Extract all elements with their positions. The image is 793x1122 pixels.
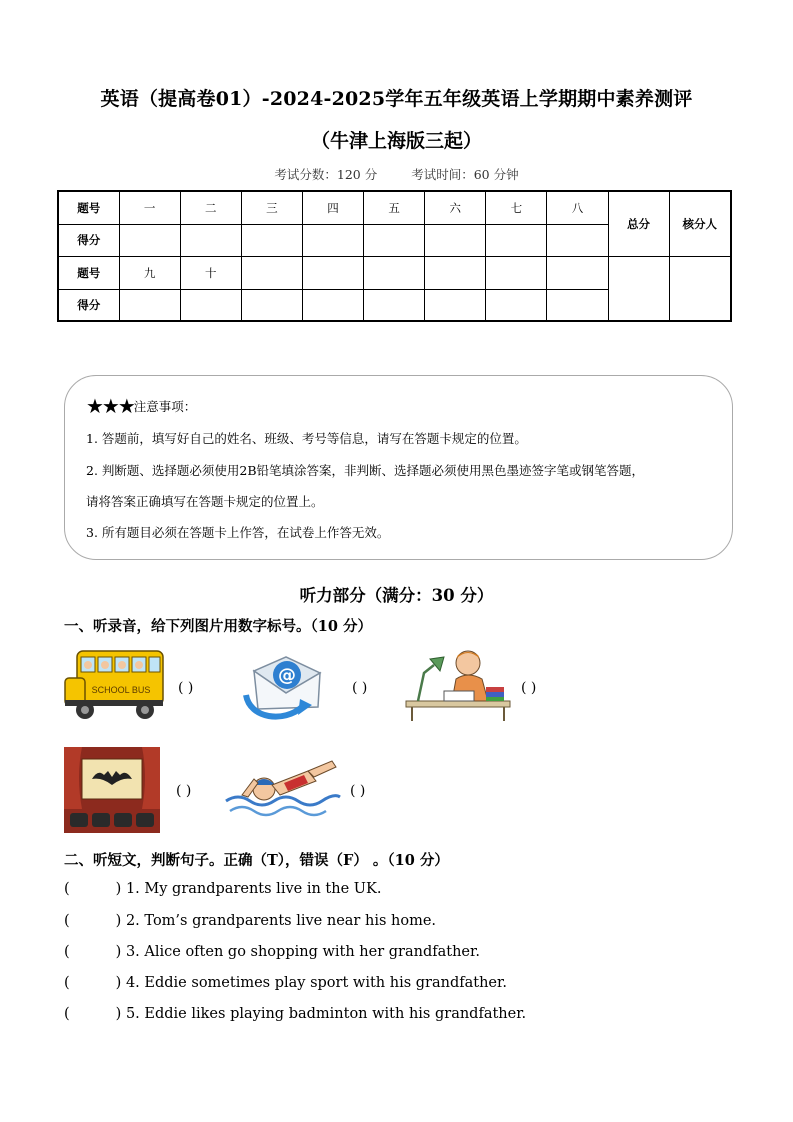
question-number: 四 (302, 191, 363, 224)
score-cell (425, 224, 486, 256)
table-row (58, 256, 731, 289)
question-number: 八 (547, 191, 608, 224)
answer-blank[interactable]: ( ) (64, 913, 122, 929)
answer-blank[interactable]: ( ) (64, 975, 122, 991)
exam-title: 英语（提高卷01）-2024-2025学年五年级英语上学期期中素养测评 (100, 88, 693, 110)
score-cell (241, 224, 302, 256)
answer-blank[interactable]: ( ) (64, 1006, 122, 1022)
question-number: 九 (119, 256, 180, 289)
empty-cell (241, 256, 302, 289)
at-sign-icon: @ (278, 665, 296, 686)
notice-item: 请将答案正确填写在答题卡规定的位置上。 (86, 494, 324, 509)
statement-row (64, 881, 381, 897)
question-number: 一 (119, 191, 180, 224)
statement-row (64, 944, 480, 960)
question-number: 二 (180, 191, 241, 224)
question-number: 十 (180, 256, 241, 289)
notice-item: 2. 判断题、选择题必须使用2B铅笔填涂答案，非判断、选择题必须使用黑色墨迹签字笔或钢笔答题， (86, 463, 645, 478)
notice-item: 1. 答题前，填写好自己的姓名、班级、考号等信息，请写在答题卡规定的位置。 (86, 431, 527, 446)
answer-blank[interactable]: ( ) (178, 680, 194, 696)
score-cell (119, 224, 180, 256)
star-icons: ★★★ (86, 394, 134, 418)
notice-title-text: 注意事项： (133, 399, 197, 414)
total-score-label: 总分 (608, 191, 669, 256)
row-label: 题号 (58, 191, 119, 224)
bus-sign: SCHOOL BUS (91, 685, 151, 695)
score-cell (425, 289, 486, 321)
score-cell (486, 224, 547, 256)
score-cell (241, 289, 302, 321)
answer-blank[interactable]: ( ) (64, 881, 122, 897)
question-number: 七 (486, 191, 547, 224)
empty-cell (486, 256, 547, 289)
score-cell (364, 224, 425, 256)
answer-blank[interactable]: ( ) (521, 680, 537, 696)
notice-title (86, 394, 196, 418)
statement-text: 1. My grandparents live in the UK. (125, 881, 382, 897)
answer-blank[interactable]: ( ) (176, 783, 192, 799)
row-label: 得分 (58, 289, 119, 321)
table-row (58, 191, 731, 224)
statement-text: 2. Tom’s grandparents live near his home. (125, 913, 437, 929)
statement-row (64, 913, 436, 929)
score-table (57, 190, 732, 322)
score-cell (486, 289, 547, 321)
answer-blank[interactable]: ( ) (352, 680, 368, 696)
score-cell (180, 289, 241, 321)
part2-title: 二、听短文，判断句子。正确（T），错误（F） 。（10 分） (64, 852, 449, 869)
statement-text: 3. Alice often go shopping with her grandfather. (125, 944, 480, 960)
empty-cell (302, 256, 363, 289)
answer-blank[interactable]: ( ) (64, 944, 122, 960)
score-cell (547, 224, 608, 256)
score-cell (364, 289, 425, 321)
empty-cell (547, 256, 608, 289)
question-number: 三 (241, 191, 302, 224)
total-score-cell (608, 256, 669, 321)
email-picture (240, 651, 330, 723)
empty-cell (425, 256, 486, 289)
empty-cell (364, 256, 425, 289)
question-number: 六 (425, 191, 486, 224)
statement-row (64, 975, 507, 991)
exam-subtitle: （牛津上海版三起） (310, 130, 482, 152)
score-cell (180, 224, 241, 256)
part1-title: 一、听录音，给下列图片用数字标号。（10 分） (64, 618, 372, 635)
row-label: 题号 (58, 256, 119, 289)
statement-text: 5. Eddie likes playing badminton with his grandfather. (125, 1006, 527, 1022)
cinema-picture (64, 747, 160, 833)
question-number: 五 (364, 191, 425, 224)
listening-section-title: 听力部分（满分：30 分） (299, 586, 494, 605)
notice-box (64, 375, 733, 560)
swimmer-picture (224, 757, 342, 821)
score-cell (119, 289, 180, 321)
exam-time: 考试时间：60 分钟 (411, 167, 519, 182)
checker-cell (669, 256, 731, 321)
exam-info (0, 165, 793, 183)
exam-score: 考试分数：120 分 (274, 167, 378, 182)
score-cell (302, 289, 363, 321)
statement-row (64, 1006, 526, 1022)
notice-item: 3. 所有题目必须在答题卡上作答，在试卷上作答无效。 (86, 525, 390, 540)
statement-text: 4. Eddie sometimes play sport with his grandfather. (125, 975, 507, 991)
score-cell (302, 224, 363, 256)
answer-blank[interactable]: ( ) (350, 783, 366, 799)
school-bus-picture (63, 648, 166, 722)
score-cell (547, 289, 608, 321)
studying-boy-picture (404, 645, 514, 723)
row-label: 得分 (58, 224, 119, 256)
checker-label: 核分人 (669, 191, 731, 256)
